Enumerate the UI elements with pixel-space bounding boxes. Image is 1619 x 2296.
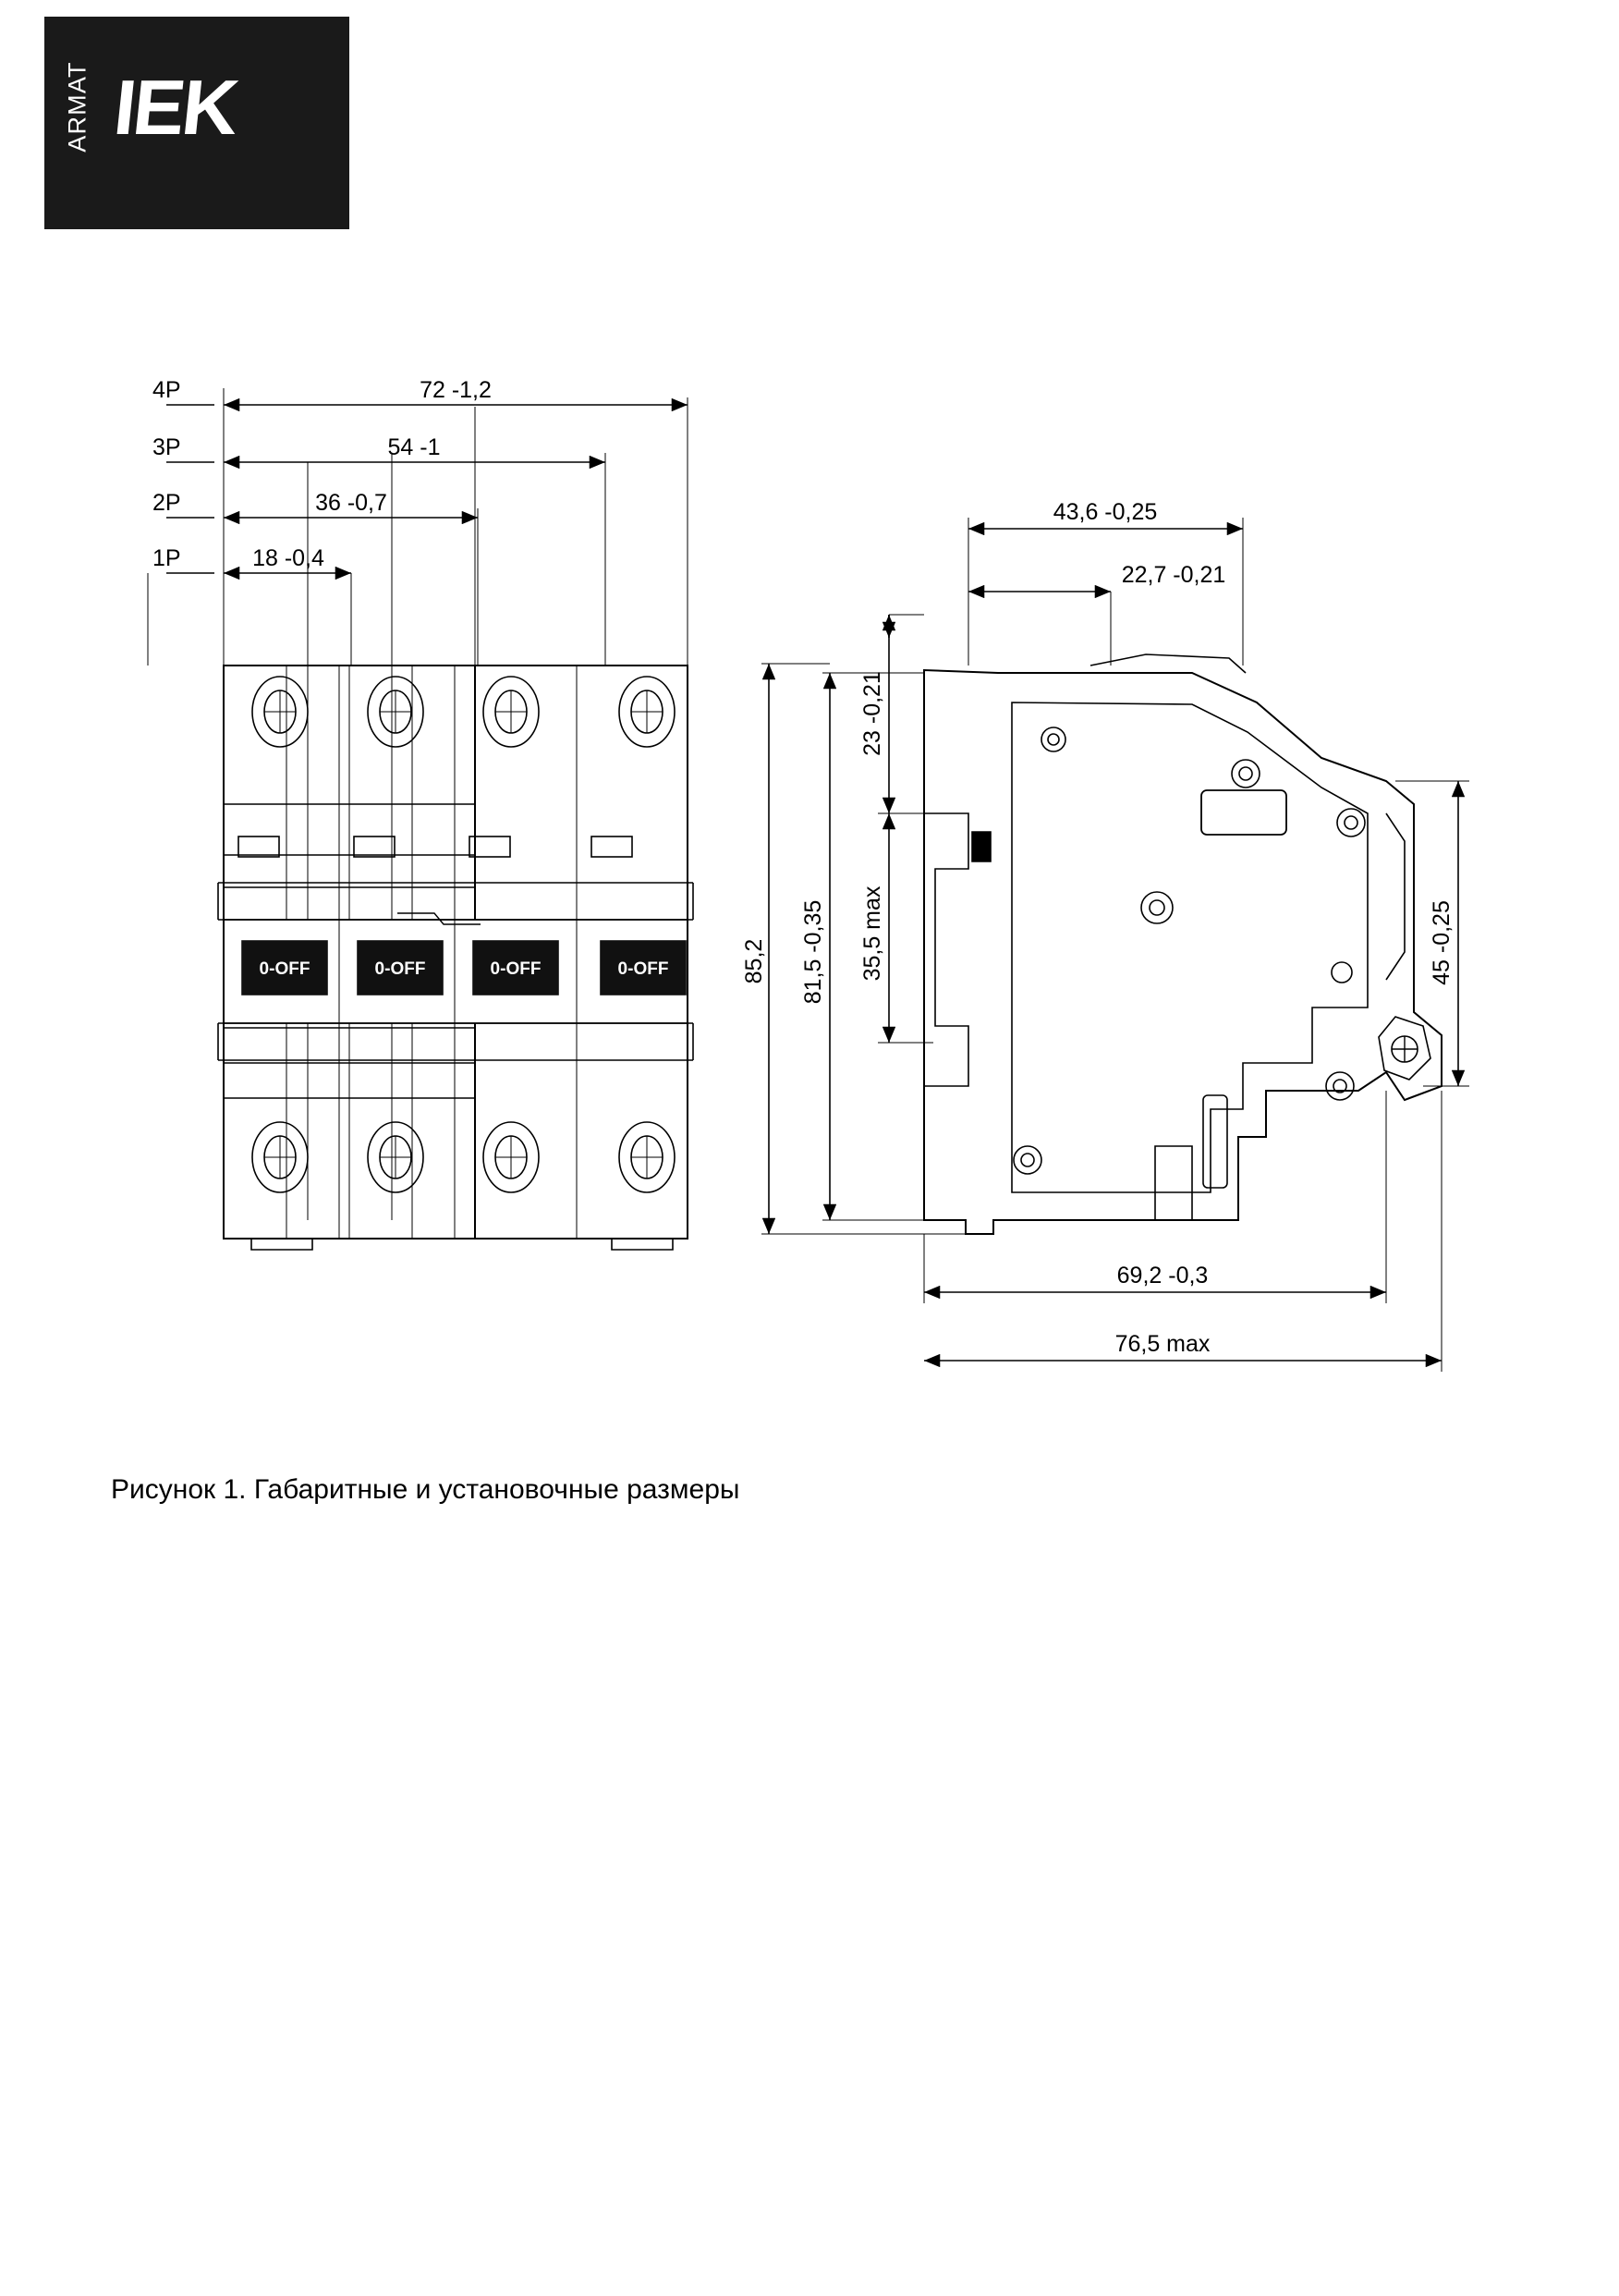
dim-width-2p: 36 -0,7 bbox=[315, 490, 387, 516]
pole-label-2p: 2P bbox=[152, 490, 181, 516]
dim-top-width: 43,6 -0,25 bbox=[1053, 499, 1158, 525]
dim-width-1p: 18 -0,4 bbox=[252, 545, 324, 571]
brand-vertical-label: ARMAT bbox=[63, 61, 91, 153]
pole-label-4p: 4P bbox=[152, 377, 181, 403]
toggle-label-2: 0-OFF bbox=[374, 959, 426, 979]
pole-label-3p: 3P bbox=[152, 434, 181, 460]
dim-width-4p: 72 -1,2 bbox=[420, 377, 492, 403]
side-view bbox=[924, 654, 1442, 1234]
brand-logo-text: IEK bbox=[110, 64, 241, 151]
dim-top-inner-width: 22,7 -0,21 bbox=[1121, 562, 1226, 588]
dimension-labels bbox=[152, 377, 1455, 1357]
dim-mounting-height: 35,5 max bbox=[859, 885, 885, 982]
dim-upper-height: 23 -0,21 bbox=[859, 671, 885, 756]
dim-depth: 69,2 -0,3 bbox=[1116, 1263, 1209, 1288]
figure-caption: Рисунок 1. Габаритные и установочные размеры bbox=[111, 1474, 740, 1505]
dim-right-height: 45 -0,25 bbox=[1429, 900, 1455, 985]
dim-total-height: 85,2 bbox=[741, 938, 767, 984]
toggle-label-4: 0-OFF bbox=[617, 959, 669, 979]
toggle-label-3: 0-OFF bbox=[490, 959, 542, 979]
front-dimension-lines bbox=[166, 405, 688, 573]
toggle-label-1: 0-OFF bbox=[259, 959, 310, 979]
dim-body-height: 81,5 -0,35 bbox=[800, 899, 826, 1005]
pole-label-1p: 1P bbox=[152, 545, 181, 571]
dim-width-3p: 54 -1 bbox=[387, 434, 441, 460]
dim-depth-max: 76,5 max bbox=[1114, 1331, 1211, 1357]
